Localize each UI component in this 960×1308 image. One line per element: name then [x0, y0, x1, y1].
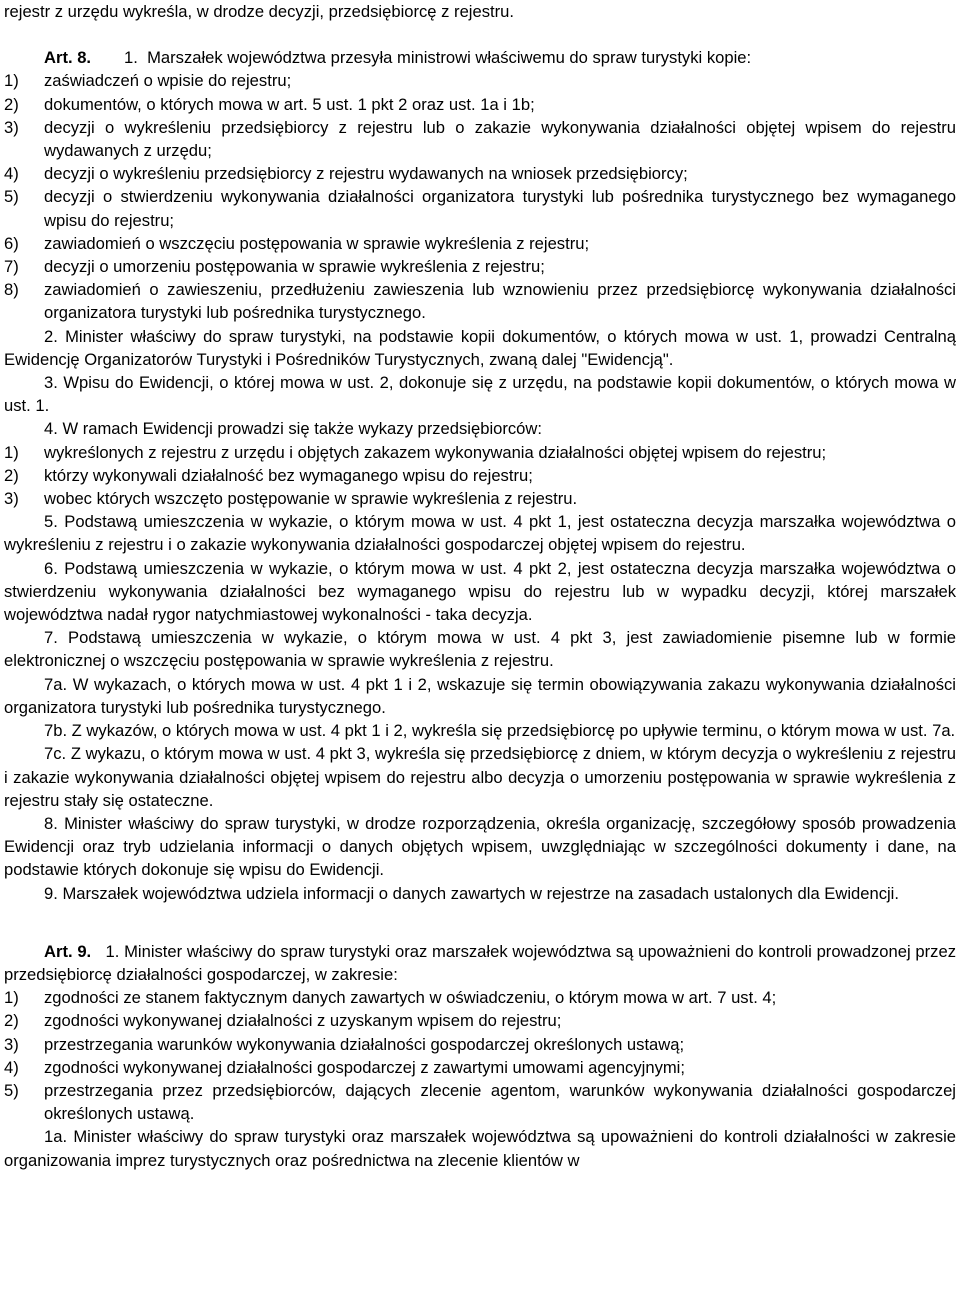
list-item: 2) dokumentów, o których mowa w art. 5 ust. 1 pkt 2 oraz ust. 1a i 1b;: [4, 94, 535, 114]
art8-ust2: 2. Minister właściwy do spraw turystyki, na podstawie kopii dokumentów, o których mowa w ust. 1, prowadzi Centralną Ewidencję Organizatorów Turystyki i Pośredników Turystycznych, zwaną dalej "Ewidencją".: [4, 326, 956, 369]
art9-ust1-text: Minister właściwy do spraw turystyki oraz marszałek województwa są upoważnieni do kontroli prowadzonej przez przedsiębiorcę działalności gospodarczej, w zakresie:: [4, 941, 957, 984]
art8-ust9: 9. Marszałek województwa udziela informacji o danych zawartych w rejestrze na zasadach ustalonych dla Ewidencji.: [44, 883, 899, 903]
art8-ust3: 3. Wpisu do Ewidencji, o której mowa w ust. 2, dokonuje się z urzędu, na podstawie kopii dokumentów, o których mowa w ust. 1.: [4, 373, 956, 416]
document-page: [4, 0, 956, 1172]
art9-heading: Art. 9.: [44, 941, 92, 961]
list-item: 3) wobec których wszczęto postępowanie w sprawie wykreślenia z rejestru.: [4, 489, 578, 509]
art8-ust7a: 7a. W wykazach, o których mowa w ust. 4 pkt 1 i 2, wskazuje się termin obowiązywania zakazu wykonywania działalności organizatora turystyki lub pośrednika turystycznego.: [4, 674, 956, 717]
list-item: 1) zgodności ze stanem faktycznym danych zawartych w oświadczeniu, o którym mowa w art. 7 ust. 4;: [4, 988, 777, 1008]
art8-ust1-text: Marszałek województwa przesyła ministrowi właściwemu do spraw turystyki kopie:: [147, 48, 752, 68]
list-item: 1) wykreślonych z rejestru z urzędu i objętych zakazem wykonywania działalności objętej wpisem do rejestru;: [4, 442, 827, 462]
art8-ust1-num: 1.: [124, 48, 138, 68]
list-item: 3) decyzji o wykreśleniu przedsiębiorcy z rejestru lub o zakazie wykonywania działalności objętej wpisem do rejestru wydawanych z urzędu;: [4, 117, 956, 161]
art9-list: [4, 986, 956, 1125]
art8-heading: Art. 8.: [44, 48, 92, 68]
list-item: 5) decyzji o stwierdzeniu wykonywania działalności organizatora turystyki lub pośrednika turystycznego bez wymaganego wpisu do rejestru;: [4, 187, 956, 230]
list-item: 1) zaświadczeń o wpisie do rejestru;: [4, 71, 292, 91]
art8-ust7b: 7b. Z wykazów, o których mowa w ust. 4 pkt 1 i 2, wykreśla się przedsiębiorcę po upływie terminu, o którym mowa w ust. 7a.: [44, 721, 956, 741]
list-item: 6) zawiadomień o wszczęciu postępowania w sprawie wykreślenia z rejestru;: [4, 233, 590, 253]
art8-ust4-list: [4, 441, 956, 511]
art8-ust1: [4, 46, 956, 69]
art8-ust6: 6. Podstawą umieszczenia w wykazie, o którym mowa w ust. 4 pkt 2, jest ostateczna decyzja marszałka województwa o stwierdzeniu wykonywania działalności bez wymaganego wpisu do rejestru lub w wypadku decyzji, której marszałek województwa nadał rygor natychmiastowej wykonalności - taka decyzja.: [4, 558, 956, 625]
text-line-top: rejestr z urzędu wykreśla, w drodze decyzji, przedsiębiorcę z rejestru.: [4, 2, 514, 21]
list-item: 3) przestrzegania warunków wykonywania działalności gospodarczej określonych ustawą;: [4, 1034, 685, 1054]
list-item: 7) decyzji o umorzeniu postępowania w sprawie wykreślenia z rejestru;: [4, 257, 545, 277]
list-item: 5) przestrzegania przez przedsiębiorców, dających zlecenie agentom, warunków wykonywania działalności gospodarczej określonych ustawą.: [4, 1080, 956, 1124]
art9-ust1-num: 1.: [105, 941, 120, 961]
art9-ust1: [4, 940, 956, 986]
list-item: 8) zawiadomień o zawieszeniu, przedłużeniu zawieszenia lub wznowieniu przez przedsiębiorcę wykonywania działalności organizatora turystyki lub pośrednika turystycznego.: [4, 280, 956, 323]
art8-ust7: 7. Podstawą umieszczenia w wykazie, o którym mowa w ust. 4 pkt 3, jest zawiadomienie pisemne lub w formie elektronicznej o wszczęciu postępowania w sprawie wykreślenia z rejestru.: [4, 628, 956, 671]
art8-ust8: 8. Minister właściwy do spraw turystyki, w drodze rozporządzenia, określa organizację, szczegółowy sposób prowadzenia Ewidencji oraz tryb udzielania informacji o danych objętych wpisem, uwzględniając w szczególności dokumenty i dane, na podstawie których dokonuje się wpisu do Ewidencji.: [4, 813, 956, 880]
list-item: 4) decyzji o wykreśleniu przedsiębiorcy z rejestru wydawanych na wniosek przedsiębiorcy;: [4, 164, 688, 184]
art8-list: [4, 69, 956, 324]
list-item: 4) zgodności wykonywanej działalności gospodarczej z zawartymi umowami agencyjnymi;: [4, 1057, 685, 1077]
art8-ust7c: 7c. Z wykazu, o którym mowa w ust. 4 pkt 3, wykreśla się przedsiębiorcę z dniem, w którym decyzja o wykreśleniu z rejestru i zakazie wykonywania działalności objętej wpisem do rejestru albo decyzja o umorzeniu postępowania w sprawie wykreślenia z rejestru stały się ostateczne.: [4, 744, 956, 810]
art8-ust5: 5. Podstawą umieszczenia w wykazie, o którym mowa w ust. 4 pkt 1, jest ostateczna decyzja marszałka województwa o wykreśleniu z rejestru i o zakazie wykonywania działalności gospodarczej objętej wpisem do rejestru.: [4, 512, 956, 555]
art8-ust4: 4. W ramach Ewidencji prowadzi się także wykazy przedsiębiorców:: [44, 419, 542, 439]
art9-ust1a: 1a. Minister właściwy do spraw turystyki oraz marszałek województwa są upoważnieni do kontroli działalności w zakresie organizowania imprez turystycznych oraz pośrednictwa na zlecenie klientów w: [4, 1127, 956, 1170]
list-item: 2) którzy wykonywali działalność bez wymaganego wpisu do rejestru;: [4, 465, 533, 485]
list-item: 2) zgodności wykonywanej działalności z uzyskanym wpisem do rejestru;: [4, 1011, 562, 1031]
